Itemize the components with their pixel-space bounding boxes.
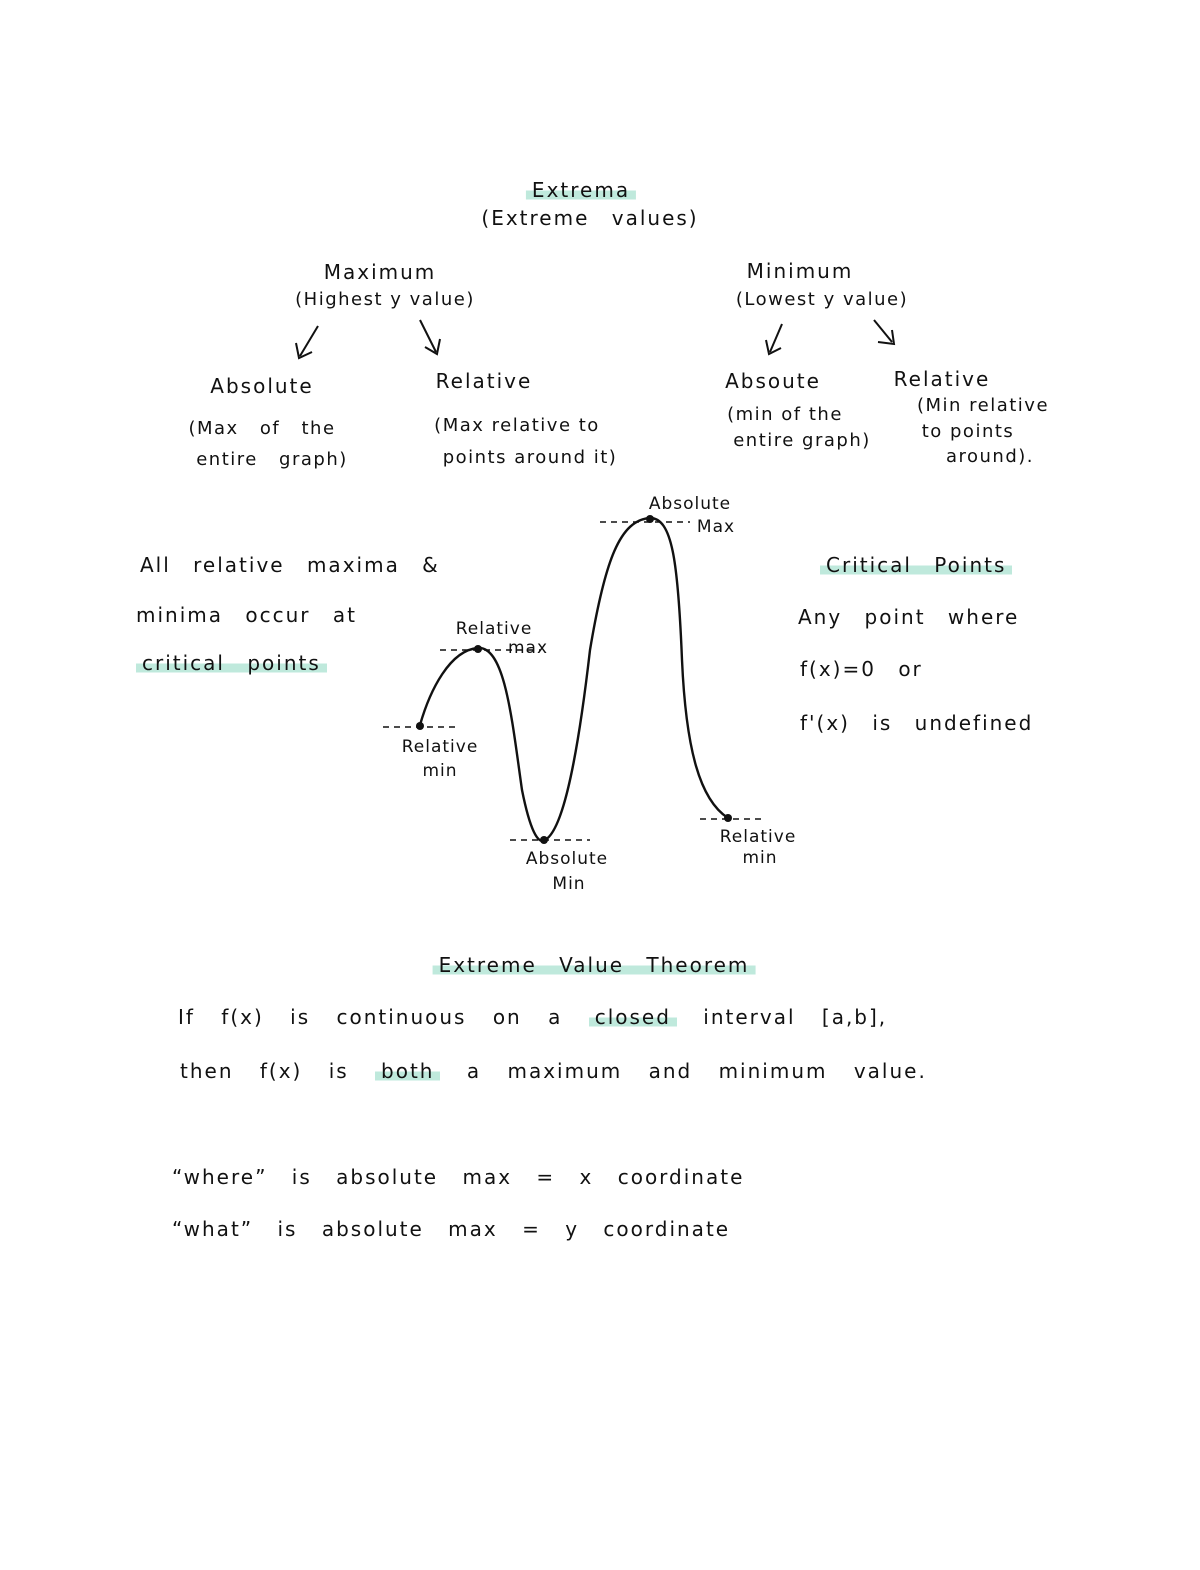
minimum-relative-desc-3: around). [945, 446, 1035, 467]
maximum-absolute-label: Absolute [210, 374, 314, 398]
absolute-min-label-2: Min [552, 874, 586, 894]
page-title: Extrema [526, 178, 636, 202]
minimum-relative-desc-1: (Min relative [916, 395, 1050, 416]
maximum-subtitle: (Highest y value) [295, 289, 475, 310]
maximum-absolute-desc-2: entire graph) [196, 449, 348, 470]
relative-min-left-label-2: min [422, 761, 458, 781]
minimum-absolute-desc-2: entire graph) [733, 430, 871, 451]
minimum-relative-label: Relative [893, 367, 991, 391]
theorem-line-2: then f(x) is both a maximum and minimum value. [180, 1059, 927, 1083]
relative-min-right-label-1: Relative [719, 827, 797, 847]
maximum-relative-desc-2: points around it) [442, 447, 618, 468]
left-note-line-1: All relative maxima & [140, 553, 440, 577]
relative-min-right-label-2: min [742, 848, 778, 868]
relative-max-point [474, 645, 482, 653]
left-note-line-3: critical points [136, 648, 327, 678]
absolute-max-point [646, 515, 654, 523]
note-what: “what” is absolute max = y coordinate [172, 1217, 731, 1241]
absolute-max-label-2: Max [696, 517, 736, 537]
left-note-line-2: minima occur at [136, 603, 357, 627]
maximum-relative-label: Relative [435, 369, 533, 393]
relative-max-label-1: Relative [455, 619, 533, 639]
relative-min-left-label-1: Relative [401, 737, 479, 757]
critical-points-line-3: f'(x) is undefined [800, 711, 1034, 735]
critical-points-line-1: Any point where [798, 605, 1020, 629]
function-curve [420, 518, 728, 841]
page-subtitle: (Extreme values) [481, 206, 699, 230]
maximum-title: Maximum [323, 260, 437, 284]
relative-min-right-point [724, 814, 732, 822]
critical-points-line-2: f(x)=0 or [800, 657, 923, 681]
maximum-absolute-desc-1: (Max of the [188, 418, 336, 439]
relative-max-label-2: max [507, 638, 549, 658]
relative-min-left-point [416, 722, 424, 730]
minimum-subtitle: (Lowest y value) [735, 289, 909, 310]
critical-points-title: Critical Points [820, 550, 1012, 580]
minimum-relative-desc-2: to points [921, 421, 1015, 442]
absolute-min-label-1: Absolute [525, 849, 609, 869]
note-where: “where” is absolute max = x coordinate [172, 1165, 745, 1189]
maximum-relative-desc-1: (Max relative to [434, 415, 600, 436]
theorem-title: Extreme Value Theorem [433, 950, 756, 980]
minimum-absolute-label: Absoute [725, 369, 821, 393]
minimum-absolute-desc-1: (min of the [727, 404, 843, 425]
absolute-max-label-1: Absolute [648, 494, 732, 514]
theorem-line-1: If f(x) is continuous on a closed interval [a,b], [178, 1005, 888, 1029]
minimum-title: Minimum [746, 259, 854, 283]
absolute-min-point [540, 836, 548, 844]
